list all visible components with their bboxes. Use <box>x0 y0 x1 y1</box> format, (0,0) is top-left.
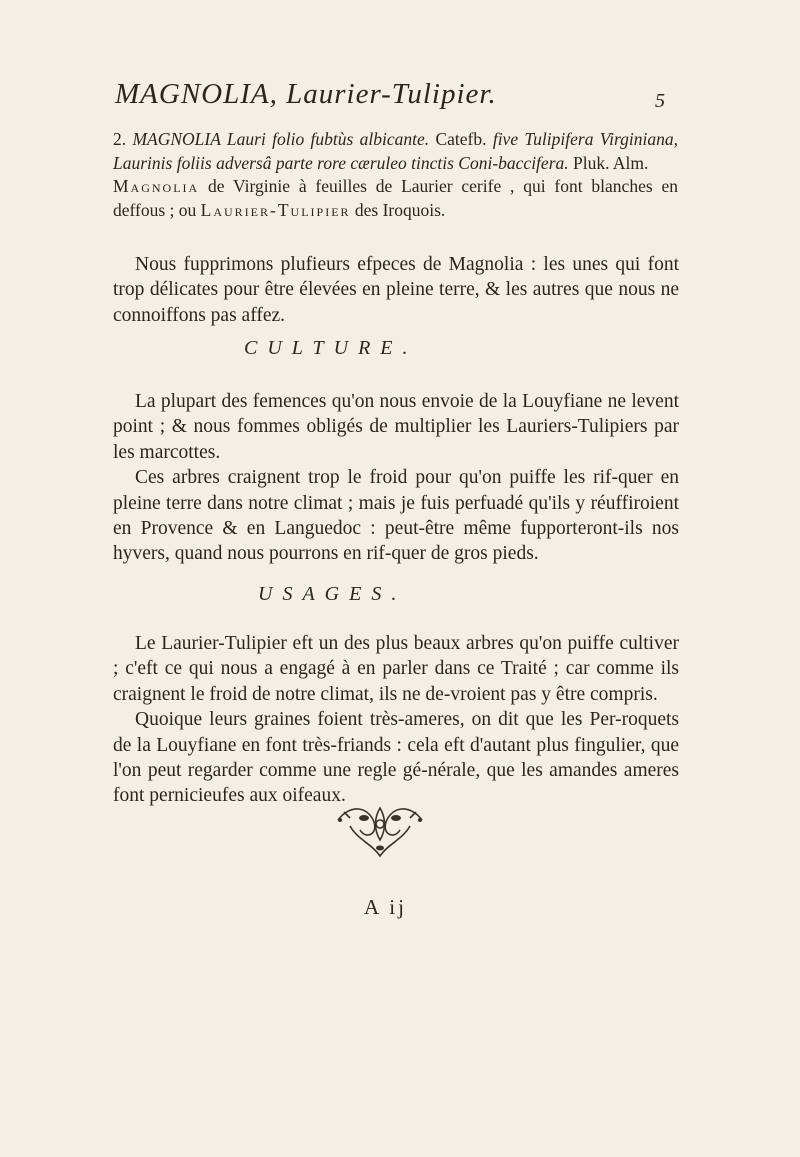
running-header <box>115 78 645 111</box>
usages-heading: USAGES. <box>258 583 407 605</box>
french-desc-end: des Iroquois. <box>350 199 446 220</box>
culture-section <box>113 389 679 567</box>
latin-synonym: five Tulipifera Virginiana, Laurinis foliis adversâ parte rore cæruleo tinctis Coni-baccifera. <box>113 129 679 173</box>
latin-name: MAGNOLIA Lauri folio fubtùs albicante. <box>132 129 430 149</box>
usages-paragraph: Le Laurier-Tulipier eft un des plus beaux arbres qu'on puiffe cultiver ; c'eft ce qui nous a engagé à en parler dans ce Traité ; car comme ils craignent le froid de notre climat, ils ne de-vroient pas y être compris. <box>113 633 679 705</box>
usages-section <box>113 631 679 809</box>
french-common-name: Laurier-Tulipier <box>200 199 351 220</box>
intro-section <box>113 252 679 328</box>
culture-heading: CULTURE. <box>244 337 418 359</box>
signature-mark: A ij <box>364 895 407 919</box>
usages-paragraph: Quoique leurs graines foient très-ameres, on dit que les Per-roquets de la Louyfiane en font très-friands : cela eft d'autant plus fingulier, que l'on peut regarder comme une regle gé-nérale, que les amandes ameres font pernicieufes aux oifeaux. <box>113 709 679 807</box>
latin-reference: Catefb. <box>435 129 487 149</box>
culture-paragraph: Ces arbres craignent trop le froid pour qu'on puiffe les rif-quer en pleine terre dans notre climat ; mais je fuis perfuadé qu'ils y réuffiroient en Provence & en Languedoc : peut-être même fupporteront-ils nos hyvers, quand nous pourrons en rif-quer de gros pieds. <box>113 467 679 565</box>
culture-paragraph: La plupart des femences qu'on nous envoie de la Louyfiane ne levent point ; & nous fommes obligés de multiplier les Lauriers-Tulipiers par les marcottes. <box>113 391 679 463</box>
latin-author: Pluk. Alm. <box>573 152 649 173</box>
french-description <box>113 175 678 222</box>
intro-paragraph: Nous fupprimons plufieurs efpeces de Magnolia : les unes qui font trop délicates pour être élevées en pleine terre, & les autres que nous ne connoiffons pas affez. <box>113 254 679 326</box>
latin-description <box>113 128 678 175</box>
french-desc-text: de Virginie à feuilles de Laurier cerife , qui font blanches en deffous ; ou <box>113 176 678 220</box>
header-title: MAGNOLIA, Laurier-Tulipier. <box>115 78 497 110</box>
french-genus: Magnolia <box>113 176 200 196</box>
species-entry <box>113 128 678 222</box>
entry-number: 2. <box>113 129 127 149</box>
page-number: 5 <box>655 90 665 112</box>
floral-vignette-icon <box>330 800 430 862</box>
